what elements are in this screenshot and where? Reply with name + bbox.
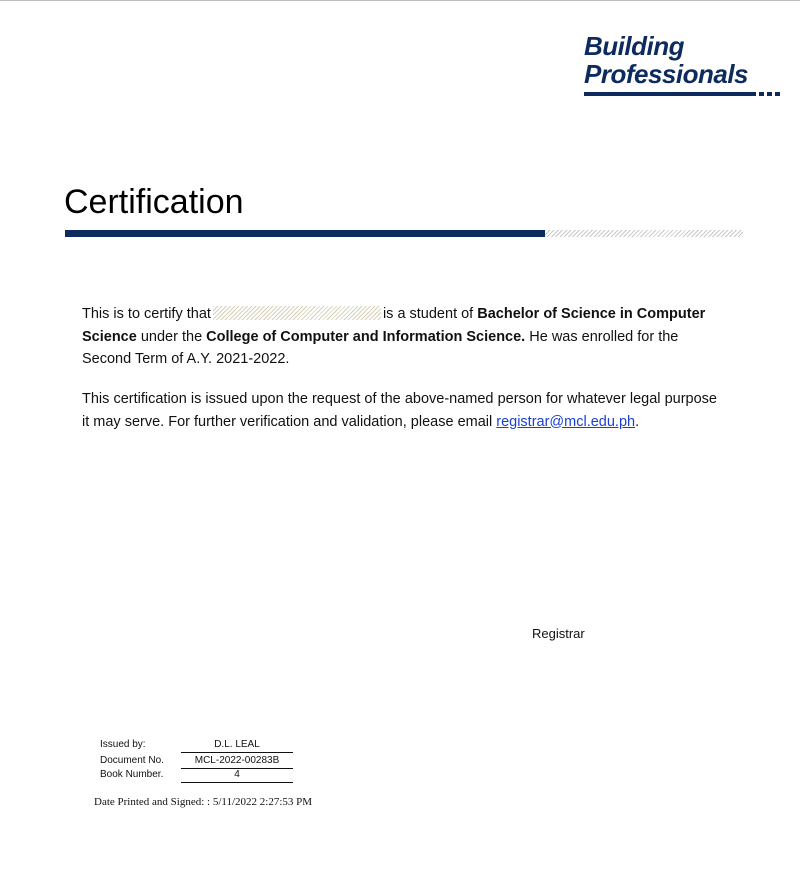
- program-name: Bachelor of Science in Computer Science: [82, 306, 706, 345]
- purpose-paragraph: [82, 388, 717, 433]
- certification-paragraph: [82, 303, 717, 371]
- logo-dots: [759, 92, 783, 96]
- logo-underline: [584, 92, 756, 96]
- title-rule-solid: [65, 230, 545, 237]
- redacted-name: [213, 306, 381, 320]
- college-name: College of Computer and Information Science.: [206, 328, 526, 345]
- title-rule-hatched: [545, 230, 743, 237]
- purpose-text: This certification is issued upon the request of the above-named person for whatever legal purpose it may serve. For further verification and validation, please email: [82, 391, 717, 430]
- issued-by-value: D.L. LEAL: [181, 738, 293, 753]
- document-no-value: MCL-2022-00283B: [181, 754, 293, 769]
- purpose-end: .: [635, 413, 640, 430]
- page-title: Certification: [64, 183, 244, 221]
- certify-under: under the: [140, 328, 203, 345]
- certify-mid: is a student of: [382, 306, 474, 322]
- date-printed: Date Printed and Signed: : 5/11/2022 2:27:53 PM: [94, 796, 313, 808]
- issued-by-label: Issued by:: [100, 739, 146, 750]
- book-number-value: 4: [181, 768, 293, 783]
- book-number-label: Book Number.: [100, 769, 164, 780]
- certify-tail: He was enrolled for the Second Term of A.Y. 2021-2022.: [82, 328, 679, 367]
- certify-lead: This is to certify that: [82, 306, 211, 322]
- top-border: [0, 0, 800, 1]
- document-no-label: Document No.: [100, 755, 164, 766]
- logo-line-2: Professionals: [584, 59, 749, 89]
- registrar-email-link[interactable]: registrar@mcl.edu.ph: [496, 413, 636, 430]
- logo-line-1: Building: [584, 31, 684, 61]
- institution-logo: [584, 32, 784, 102]
- signatory-title: Registrar: [532, 626, 585, 641]
